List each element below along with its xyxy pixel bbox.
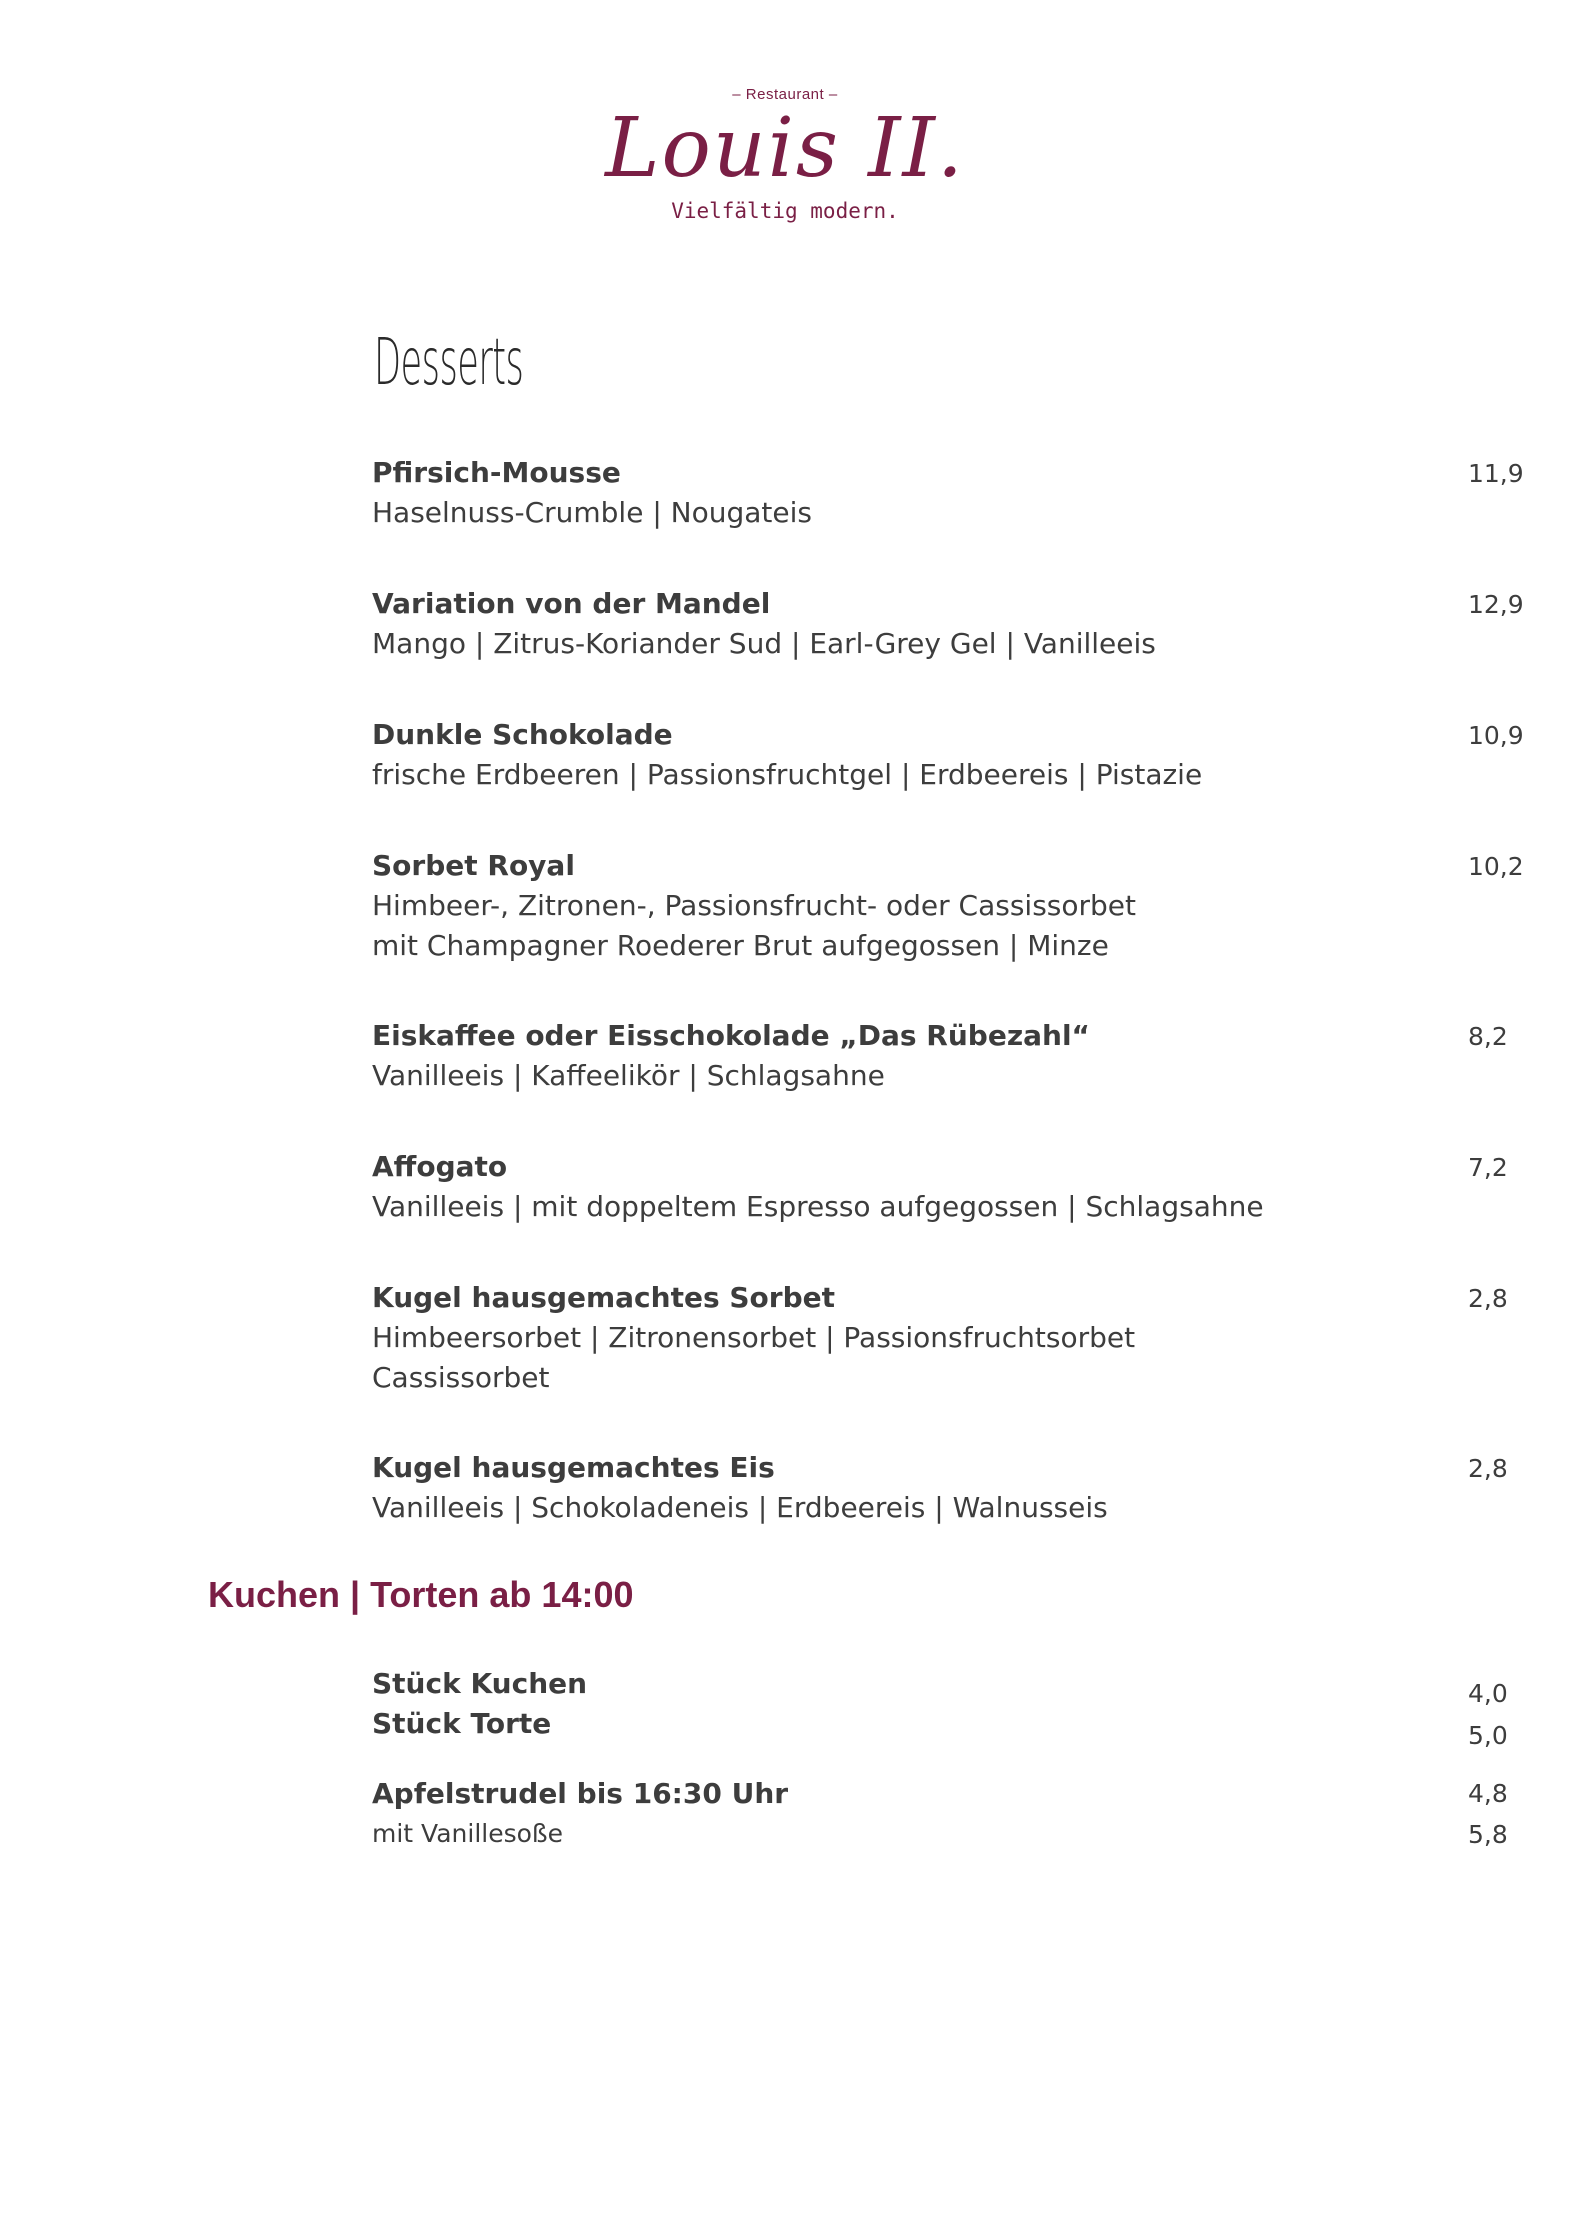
item-name: Stück Torte (372, 1707, 552, 1740)
item-desc: Vanilleeis | Kaffeelikör | Schlagsahne (372, 1059, 885, 1092)
item-name: Pfirsich-Mousse (372, 456, 621, 489)
logo-tagline: Vielfältig modern. (671, 199, 899, 223)
item-name: Affogato (372, 1150, 508, 1183)
item-price: 5,8 (1468, 1820, 1508, 1849)
item-desc: Vanilleeis | Schokoladeneis | Erdbeereis | Walnusseis (372, 1491, 1108, 1524)
item-name: Stück Kuchen (372, 1667, 588, 1700)
item-price: 10,9 (1468, 721, 1524, 750)
item-name: Eiskaffee oder Eisschokolade „Das Rübezahl“ (372, 1019, 1090, 1052)
item-price: 11,9 (1468, 459, 1524, 488)
item-name: Kugel hausgemachtes Sorbet (372, 1281, 835, 1314)
item-price: 10,2 (1468, 852, 1524, 881)
menu-item (372, 453, 1522, 533)
menu-item (372, 715, 1522, 795)
logo-top-label: – Restaurant – (732, 86, 838, 103)
item-desc: mit Vanillesoße (372, 1819, 564, 1848)
menu-item (372, 1278, 1522, 1398)
item-desc: Himbeer-, Zitronen-, Passionsfrucht- oder Cassissorbet (372, 889, 1136, 922)
item-price: 12,9 (1468, 590, 1524, 619)
item-price: 5,0 (1468, 1721, 1508, 1750)
section-title-desserts: Desserts (374, 326, 524, 400)
menu-item (372, 1448, 1522, 1528)
item-price: 4,8 (1468, 1779, 1508, 1808)
section-title-kuchen: Kuchen | Torten ab 14:00 (208, 1574, 634, 1615)
item-name: Variation von der Mandel (372, 587, 771, 620)
item-name: Sorbet Royal (372, 849, 575, 882)
item-desc: mit Champagner Roederer Brut aufgegossen | Minze (372, 929, 1109, 962)
menu-item (372, 846, 1522, 966)
item-price: 4,0 (1468, 1679, 1508, 1708)
menu-item (372, 1774, 1522, 1854)
item-price: 2,8 (1468, 1454, 1508, 1483)
menu-item (372, 1016, 1522, 1096)
menu-item (372, 1147, 1522, 1227)
item-desc: Mango | Zitrus-Koriander Sud | Earl-Grey Gel | Vanilleeis (372, 627, 1156, 660)
item-desc: Cassissorbet (372, 1361, 550, 1394)
item-desc: frische Erdbeeren | Passionsfruchtgel | Erdbeereis | Pistazie (372, 758, 1203, 791)
menu-item (372, 584, 1522, 664)
item-name: Dunkle Schokolade (372, 718, 673, 751)
item-price: 8,2 (1468, 1022, 1508, 1051)
item-desc: Vanilleeis | mit doppeltem Espresso aufgegossen | Schlagsahne (372, 1190, 1264, 1223)
restaurant-logo (0, 86, 1570, 223)
item-name: Kugel hausgemachtes Eis (372, 1451, 775, 1484)
logo-name: Louis II. (605, 101, 965, 196)
menu-item (372, 1664, 1522, 1744)
item-price: 2,8 (1468, 1284, 1508, 1313)
item-desc: Himbeersorbet | Zitronensorbet | Passionsfruchtsorbet (372, 1321, 1136, 1354)
item-price: 7,2 (1468, 1153, 1508, 1182)
item-desc: Haselnuss-Crumble | Nougateis (372, 496, 813, 529)
item-name: Apfelstrudel bis 16:30 Uhr (372, 1777, 789, 1810)
